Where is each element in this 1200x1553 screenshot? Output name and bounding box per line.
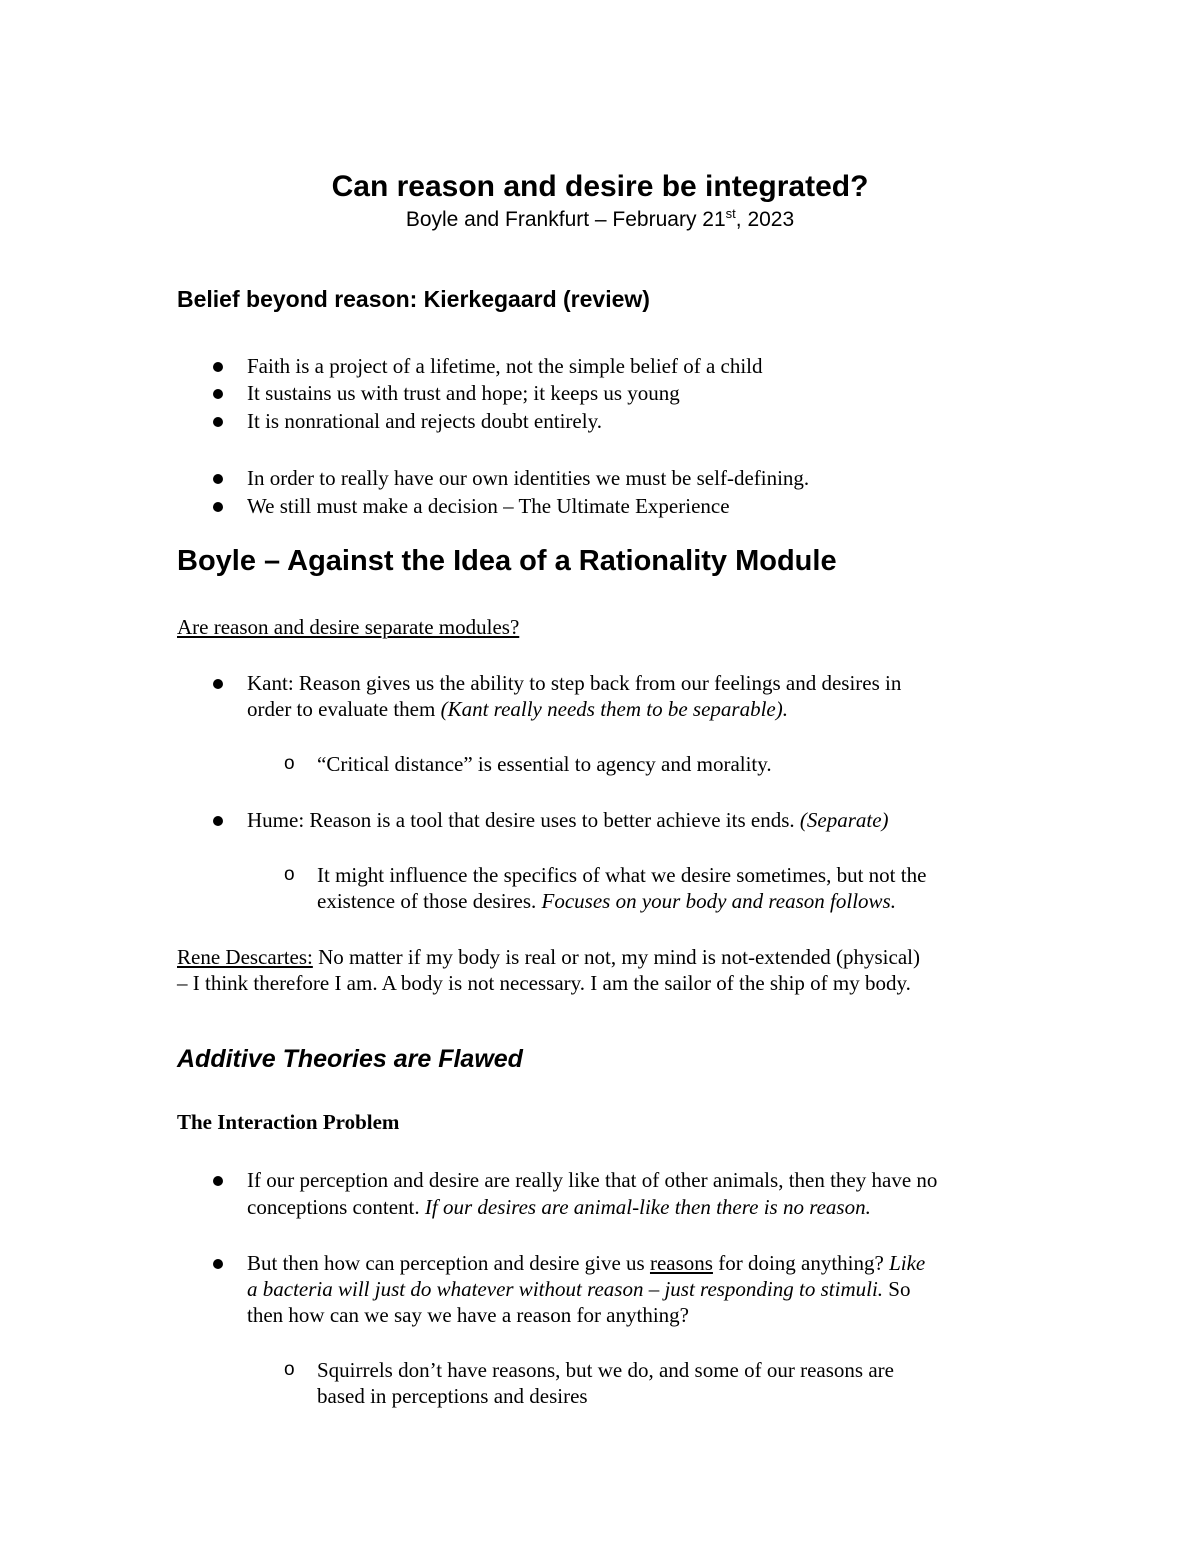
subtitle-superscript: st xyxy=(725,206,736,221)
hume-note: (Separate) xyxy=(799,808,889,832)
bullet-icon xyxy=(213,1259,223,1269)
review-heading: Belief beyond reason: Kierkegaard (review) xyxy=(177,286,650,312)
kant-text: order to evaluate them xyxy=(247,697,441,721)
reasons-emphasis: reasons xyxy=(649,1251,713,1275)
additive-note: a bacteria will just do whatever without reason – just responding to stimuli. xyxy=(247,1277,884,1301)
additive-text: conceptions content. xyxy=(247,1195,425,1219)
hume-sub-text: existence of those desires. xyxy=(317,889,542,913)
document-subtitle xyxy=(0,208,1200,232)
additive-heading: Additive Theories are Flawed xyxy=(177,1045,523,1073)
subtitle-year: , 2023 xyxy=(735,208,795,231)
review-item: We still must make a decision – The Ultimate Experience xyxy=(247,494,730,518)
additive-line xyxy=(247,1276,910,1302)
additive-note: Like xyxy=(889,1251,926,1275)
kant-line: Kant: Reason gives us the ability to step back from our feelings and desires in xyxy=(247,671,902,695)
bullet-icon xyxy=(213,816,223,826)
kant-line xyxy=(247,696,788,722)
review-item: It is nonrational and rejects doubt entirely. xyxy=(247,409,602,433)
subtitle-text: Boyle and Frankfurt – February 21 xyxy=(405,208,726,231)
review-item: In order to really have our own identities we must be self-defining. xyxy=(247,466,810,490)
bullet-icon xyxy=(213,417,223,427)
bullet-icon xyxy=(213,502,223,512)
bullet-icon xyxy=(213,362,223,372)
kant-note: (Kant really needs them to be separable). xyxy=(440,697,788,721)
bullet-icon xyxy=(213,474,223,484)
additive-line xyxy=(247,1250,925,1276)
hume-text: Hume: Reason is a tool that desire uses to better achieve its ends. xyxy=(247,808,800,832)
additive-line: If our perception and desire are really like that of other animals, then they have no xyxy=(247,1168,938,1192)
bullet-icon xyxy=(213,389,223,399)
boyle-heading: Boyle – Against the Idea of a Rationality Module xyxy=(177,545,837,577)
hume-sub-line xyxy=(317,888,896,914)
descartes-line xyxy=(177,944,920,970)
hume-sub-line: It might influence the specifics of what we desire sometimes, but not the xyxy=(317,863,927,887)
additive-text: for doing anything? xyxy=(712,1251,890,1275)
descartes-text: No matter if my body is real or not, my mind is not-extended (physical) xyxy=(312,945,920,969)
additive-text: But then how can perception and desire give us xyxy=(247,1251,650,1275)
review-item: It sustains us with trust and hope; it keeps us young xyxy=(247,381,680,405)
bullet-icon xyxy=(213,679,223,689)
sub-bullet-icon: o xyxy=(284,1359,295,1380)
sub-bullet-icon: o xyxy=(284,864,295,885)
squirrel-sub-line: based in perceptions and desires xyxy=(317,1384,588,1408)
document-title: Can reason and desire be integrated? xyxy=(331,170,869,203)
additive-line xyxy=(247,1194,871,1220)
kant-sub-item: “Critical distance” is essential to agency and morality. xyxy=(317,752,772,776)
sub-bullet-icon: o xyxy=(284,753,295,774)
additive-text: So xyxy=(883,1277,911,1301)
hume-line xyxy=(247,807,889,833)
additive-note: If our desires are animal-like then there is no reason. xyxy=(424,1195,871,1219)
additive-line: then how can we say we have a reason for anything? xyxy=(247,1303,689,1327)
bullet-icon xyxy=(213,1176,223,1186)
descartes-line: – I think therefore I am. A body is not necessary. I am the sailor of the ship of my body. xyxy=(177,971,911,995)
squirrel-sub-line: Squirrels don’t have reasons, but we do, and some of our reasons are xyxy=(317,1358,894,1382)
review-item: Faith is a project of a lifetime, not the simple belief of a child xyxy=(247,354,763,378)
hume-sub-note: Focuses on your body and reason follows. xyxy=(541,889,896,913)
interaction-subheading: The Interaction Problem xyxy=(177,1110,400,1134)
section-question: Are reason and desire separate modules? xyxy=(177,615,520,639)
descartes-label: Rene Descartes: xyxy=(177,945,313,969)
